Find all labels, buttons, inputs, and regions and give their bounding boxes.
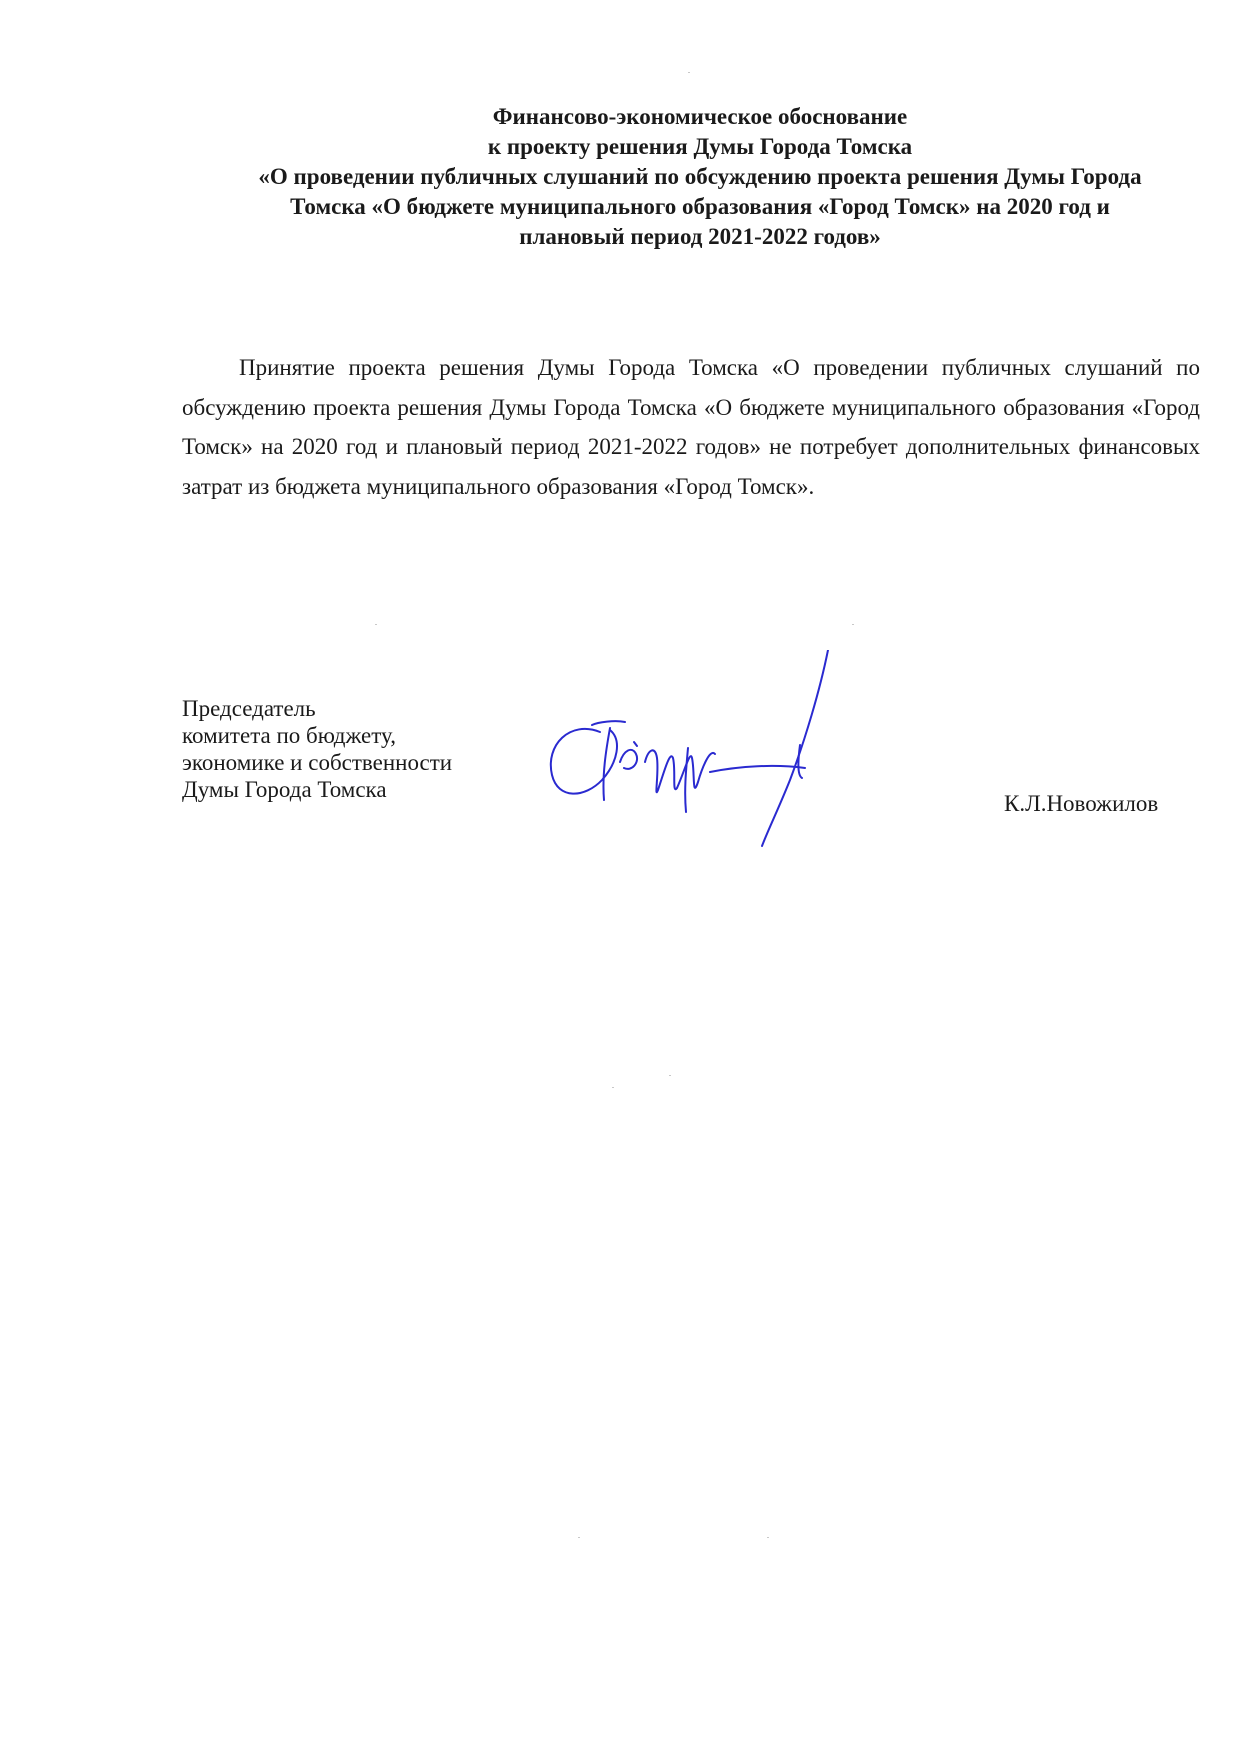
title-line-1: Финансово-экономическое обоснование — [492, 104, 908, 129]
signer-position — [182, 695, 452, 803]
title-line-4: Томска «О бюджете муниципального образования «Город Томск» на 2020 год и — [290, 194, 1110, 219]
title-line-3: «О проведении публичных слушаний по обсуждению проекта решения Думы Города — [258, 164, 1142, 189]
scan-speck — [578, 1537, 580, 1538]
scan-speck — [767, 1537, 769, 1538]
title-line-2: к проекту решения Думы Города Томска — [487, 134, 913, 159]
handwritten-signature — [540, 650, 940, 850]
signer-position-line-2: комитета по бюджету, — [182, 723, 396, 748]
scan-speck — [669, 1075, 671, 1076]
signer-position-line-3: экономике и собственности — [182, 750, 453, 775]
signer-position-line-1: Председатель — [182, 696, 316, 721]
title-line-5: плановый период 2021-2022 годов» — [519, 224, 881, 249]
signer-position-line-4: Думы Города Томска — [182, 777, 387, 802]
scan-speck — [375, 624, 377, 625]
signer-name: К.Л.Новожилов — [1004, 791, 1159, 816]
body-paragraph: Принятие проекта решения Думы Города Томска «О проведении публичных слушаний по обсуждению проекта решения Думы Города Томска «О бюджете муниципального образования «Город Томск» на 2020 год и плановый период 2021-2022 годов» не потребует дополнительных финансовых затрат из бюджета муниципального образования «Город Томск». — [182, 355, 1200, 499]
scan-speck — [688, 72, 690, 73]
document-title — [150, 102, 1240, 252]
scan-speck — [852, 624, 854, 625]
scan-speck — [612, 1087, 614, 1088]
